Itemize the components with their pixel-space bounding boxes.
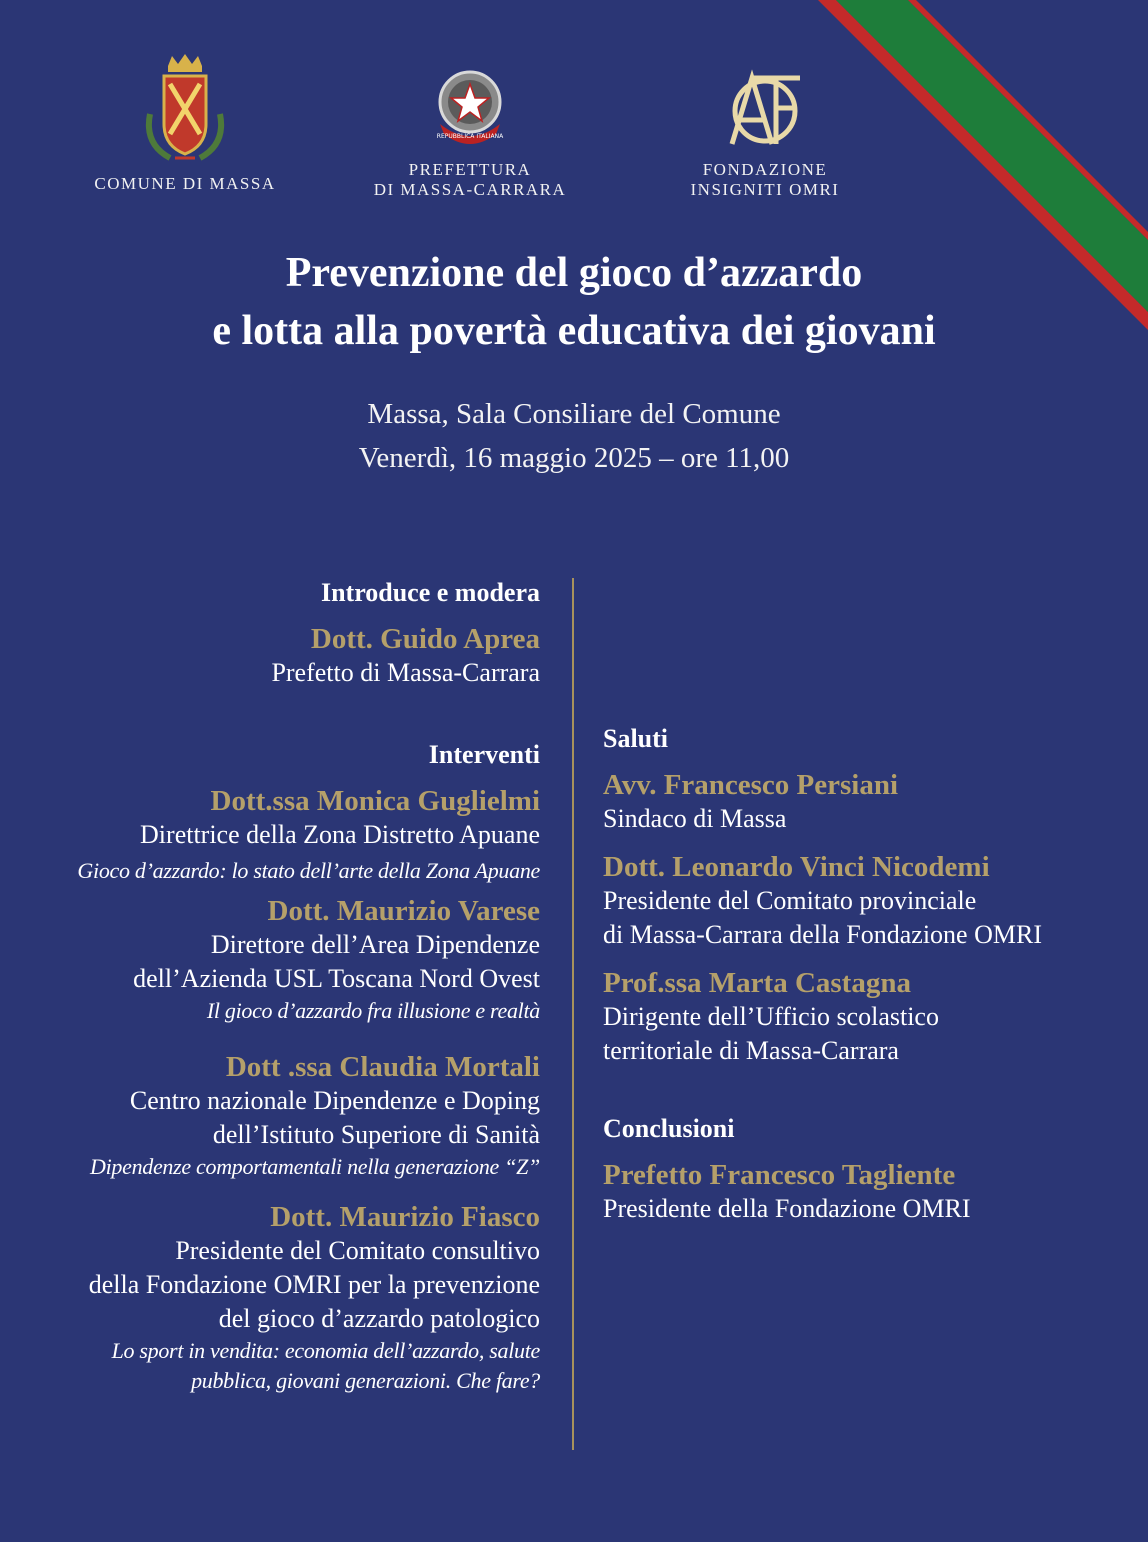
speaker-topic: pubblica, giovani generazioni. Che fare?: [191, 1368, 540, 1393]
right-column: [603, 722, 1123, 1226]
speaker-role: Centro nazionale Dipendenze e Doping: [129, 1086, 540, 1115]
speaker-role: dell’Istituto Superiore di Sanità: [212, 1120, 540, 1149]
speaker-role: territoriale di Massa-Carrara: [603, 1036, 899, 1065]
emblem-ribbon-text: REPUBBLICA ITALIANA: [436, 133, 504, 140]
fondazione-omri-caption: FONDAZIONE INSIGNITI OMRI: [690, 160, 840, 199]
speaker-role: Sindaco di Massa: [603, 804, 787, 833]
event-datetime: Venerdì, 16 maggio 2025 – ore 11,00: [358, 442, 790, 474]
speaker-name: Dott. Leonardo Vinci Nicodemi: [603, 851, 990, 883]
event-place: Massa, Sala Consiliare del Comune: [367, 398, 781, 430]
speaker-name: Prof.ssa Marta Castagna: [603, 967, 911, 999]
moderator-name: Dott. Guido Aprea: [310, 623, 540, 655]
speaker-topic: Dipendenze comportamentali nella generazione “Z”: [90, 1154, 540, 1179]
logos-row: [0, 54, 1148, 204]
moderator-role: Prefetto di Massa-Carrara: [271, 658, 540, 687]
speaker-name: Avv. Francesco Persiani: [603, 769, 899, 801]
speaker-name: Dott .ssa Claudia Mortali: [225, 1051, 540, 1083]
speaker-name: Dott. Maurizio Fiasco: [270, 1201, 540, 1233]
speaker-topic: Gioco d’azzardo: lo stato dell’arte della Zona Apuane: [77, 858, 540, 883]
event-title: [0, 244, 1148, 360]
speaker-role: Presidente del Comitato consultivo: [175, 1236, 540, 1265]
conclusioni-name: Prefetto Francesco Tagliente: [603, 1159, 956, 1191]
speaker-role: del gioco d’azzardo patologico: [218, 1304, 540, 1333]
speaker-role: Direttrice della Zona Distretto Apuane: [140, 820, 540, 849]
massa-coat-of-arms-icon: [140, 54, 230, 166]
title-line-1: Prevenzione del gioco d’azzardo: [285, 250, 863, 296]
event-details: [0, 392, 1148, 480]
speaker-name: Dott. Maurizio Varese: [267, 895, 540, 927]
speaker-name: Dott.ssa Monica Guglielmi: [210, 785, 540, 817]
speaker-item: [20, 1050, 540, 1182]
conclusioni-heading: Conclusioni: [603, 1114, 735, 1143]
speaker-item: [20, 1200, 540, 1396]
speaker-topic: Il gioco d’azzardo fra illusione e realtà: [206, 998, 540, 1023]
repubblica-italiana-emblem-icon: [432, 68, 508, 150]
speaker-item: [20, 894, 540, 1026]
prefettura-caption: PREFETTURA DI MASSA-CARRARA: [373, 160, 567, 199]
comune-di-massa-caption: COMUNE DI MASSA: [94, 174, 276, 193]
speaker-item: [20, 784, 540, 886]
comune-di-massa-logo: [80, 54, 290, 194]
saluti-heading: Saluti: [603, 724, 669, 753]
speaker-role: di Massa-Carrara della Fondazione OMRI: [603, 920, 1042, 949]
speaker-item: [603, 966, 1123, 1068]
title-line-2: e lotta alla povertà educativa dei giovani: [212, 308, 936, 354]
speaker-role: Dirigente dell’Ufficio scolastico: [603, 1002, 939, 1031]
speaker-item: [603, 768, 1123, 836]
omri-monogram-icon: [720, 68, 810, 152]
speaker-topic: Lo sport in vendita: economia dell’azzardo, salute: [111, 1338, 540, 1363]
column-divider: [572, 578, 574, 1450]
speaker-role: dell’Azienda USL Toscana Nord Ovest: [133, 964, 540, 993]
moderator-heading: Introduce e modera: [320, 578, 540, 607]
speaker-role: Direttore dell’Area Dipendenze: [210, 930, 540, 959]
conclusioni-role: Presidente della Fondazione OMRI: [603, 1194, 971, 1223]
speaker-role: della Fondazione OMRI per la prevenzione: [88, 1270, 540, 1299]
prefettura-logo: [365, 68, 575, 200]
speaker-role: Presidente del Comitato provinciale: [603, 886, 977, 915]
interventi-heading: Interventi: [428, 740, 540, 769]
speaker-item: [603, 850, 1123, 952]
fondazione-omri-logo: [670, 68, 860, 200]
left-column: [20, 576, 540, 1396]
